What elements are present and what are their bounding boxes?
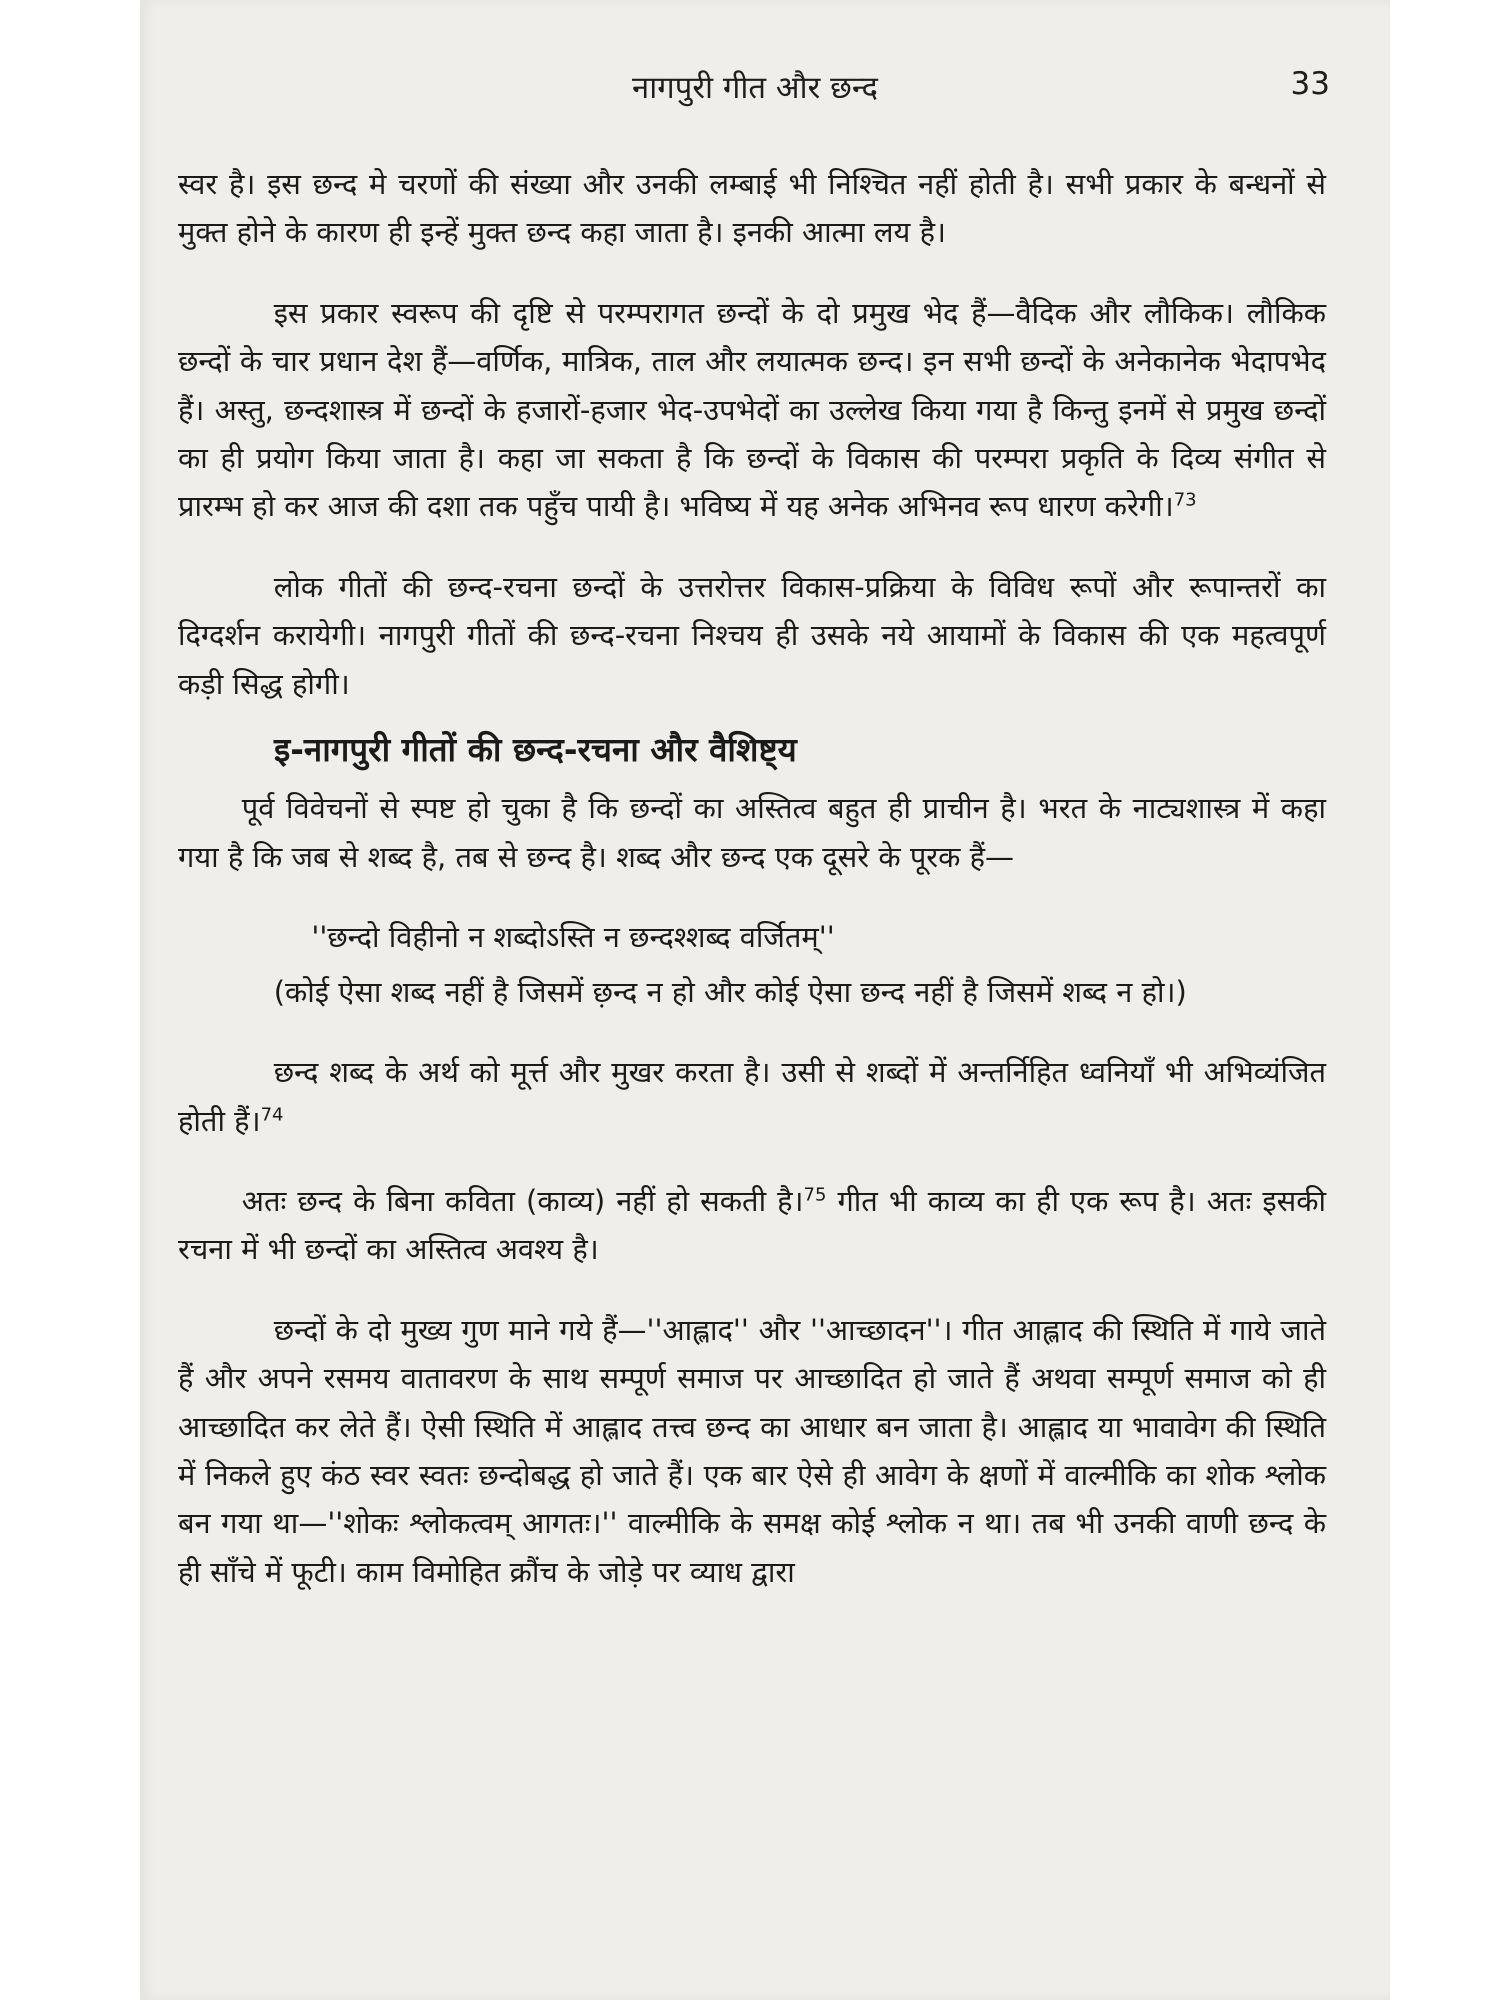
sanskrit-quote bbox=[178, 913, 1326, 961]
paragraph-3-text: लोक गीतों की छन्द-रचना छन्दों के उत्तरोत्तर विकास-प्रक्रिया के विविध रूपों और रूपान्तरों का दिग्दर्शन करायेगी। नागपुरी गीतों की छन्द-रचना निश्चय ही उसके नये आयामों के विकास की एक महत्वपूर्ण कड़ी सिद्ध होगी। bbox=[178, 569, 1326, 701]
paragraph-4 bbox=[178, 784, 1326, 881]
paragraph-6-text-b: गीत भी काव्य का ही एक रूप है। अतः इसकी रचना में भी छन्दों का अस्तित्व अवश्य है। bbox=[178, 1183, 1327, 1267]
footnote-ref-74: 74 bbox=[260, 1103, 284, 1125]
running-title: नागपुरी गीत और छन्द bbox=[632, 70, 878, 106]
paragraph-2 bbox=[178, 289, 1326, 531]
footnote-ref-75: 75 bbox=[803, 1184, 827, 1206]
paragraph-3 bbox=[178, 563, 1326, 708]
page-number: 33 bbox=[1290, 66, 1330, 102]
section-heading: इ-नागपुरी गीतों की छन्द-रचना और वैशिष्ट्य bbox=[274, 730, 797, 770]
paragraph-6-text-a: अतः छन्द के बिना कविता (काव्य) नहीं हो सकती है। bbox=[241, 1183, 804, 1218]
paragraph-2-text: इस प्रकार स्वरूप की दृष्टि से परम्परागत छन्दों के दो प्रमुख भेद हैं—वैदिक और लौकिक। लौकिक छन्दों के चार प्रधान देश हैं—वर्णिक, मात्रिक, ताल और लयात्मक छन्द। इन सभी छन्दों के अनेकानेक भेदापभेद हैं। अस्तु, छन्दशास्त्र में छन्दों के हजारों-हजार भेद-उपभेदों का उल्लेख किया गया है किन्तु इनमें से प्रमुख छन्दों का ही प्रयोग किया जाता है। कहा जा सकता है कि छन्दों के विकास की परम्परा प्रकृति के दिव्य संगीत से प्रारम्भ हो कर आज की दशा तक पहुँच पायी है। भविष्य में यह अनेक अभिनव रूप धारण करेगी। bbox=[178, 295, 1326, 524]
page-margin bbox=[0, 0, 140, 2000]
paragraph-7-text: छन्दों के दो मुख्य गुण माने गये हैं—''आह्लाद'' और ''आच्छादन''। गीत आह्लाद की स्थिति में गाये जाते हैं और अपने रसमय वातावरण के साथ सम्पूर्ण समाज पर आच्छादित हो जाते हैं अथवा सम्पूर्ण समाज को ही आच्छादित कर लेते हैं। ऐसी स्थिति में आह्लाद तत्त्व छन्द का आधार बन जाता है। आह्लाद या भावावेग की स्थिति में निकले हुए कंठ स्वर स्वतः छन्दोबद्ध हो जाते हैं। एक बार ऐसे ही आवेग के क्षणों में वाल्मीकि का शोक श्लोक बन गया था—''शोकः श्लोकत्वम् आगतः।'' वाल्मीकि के समक्ष कोई श्लोक न था। तब भी उनकी वाणी छन्द के ही साँचे में फूटी। काम विमोहित क्रौंच के जोड़े पर व्याध द्वारा bbox=[178, 1312, 1326, 1589]
paragraph-7 bbox=[178, 1306, 1326, 1596]
paragraph-5 bbox=[178, 1048, 1326, 1145]
paragraph-4-text: पूर्व विवेचनों से स्पष्ट हो चुका है कि छन्दों का अस्तित्व बहुत ही प्राचीन है। भरत के नाट्यशास्त्र में कहा गया है कि जब से शब्द है, तब से छन्द है। शब्द और छन्द एक दूसरे के पूरक हैं— bbox=[178, 791, 1326, 874]
quote-translation-text: (कोई ऐसा शब्द नहीं है जिसमें छ़न्द न हो और कोई ऐसा छन्द नहीं है जिसमें शब्द न हो।) bbox=[273, 974, 1187, 1009]
paragraph-5-text: छन्द शब्द के अर्थ को मूर्त्त और मुखर करता है। उसी से शब्दों में अन्तर्निहित ध्वनियाँ भी अभिव्यंजित होती हैं। bbox=[178, 1055, 1326, 1138]
quote-translation bbox=[178, 968, 1326, 1016]
sanskrit-quote-text: ''छन्दो विहीनो न शब्दोऽस्ति न छन्दश्शब्द वर्जितम्'' bbox=[311, 920, 835, 955]
paragraph-1 bbox=[178, 160, 1326, 257]
page-header bbox=[190, 66, 1330, 118]
paragraph-1-text: स्वर है। इस छन्द मे चरणों की संख्या और उनकी लम्बाई भी निश्चित नहीं होती है। सभी प्रकार के बन्धनों से मुक्त होने के कारण ही इन्हें मुक्त छन्द कहा जाता है। इनकी आत्मा लय है। bbox=[178, 167, 1326, 250]
page-body bbox=[178, 160, 1326, 1596]
paragraph-6 bbox=[178, 1177, 1326, 1274]
footnote-ref-73: 73 bbox=[1173, 489, 1197, 511]
